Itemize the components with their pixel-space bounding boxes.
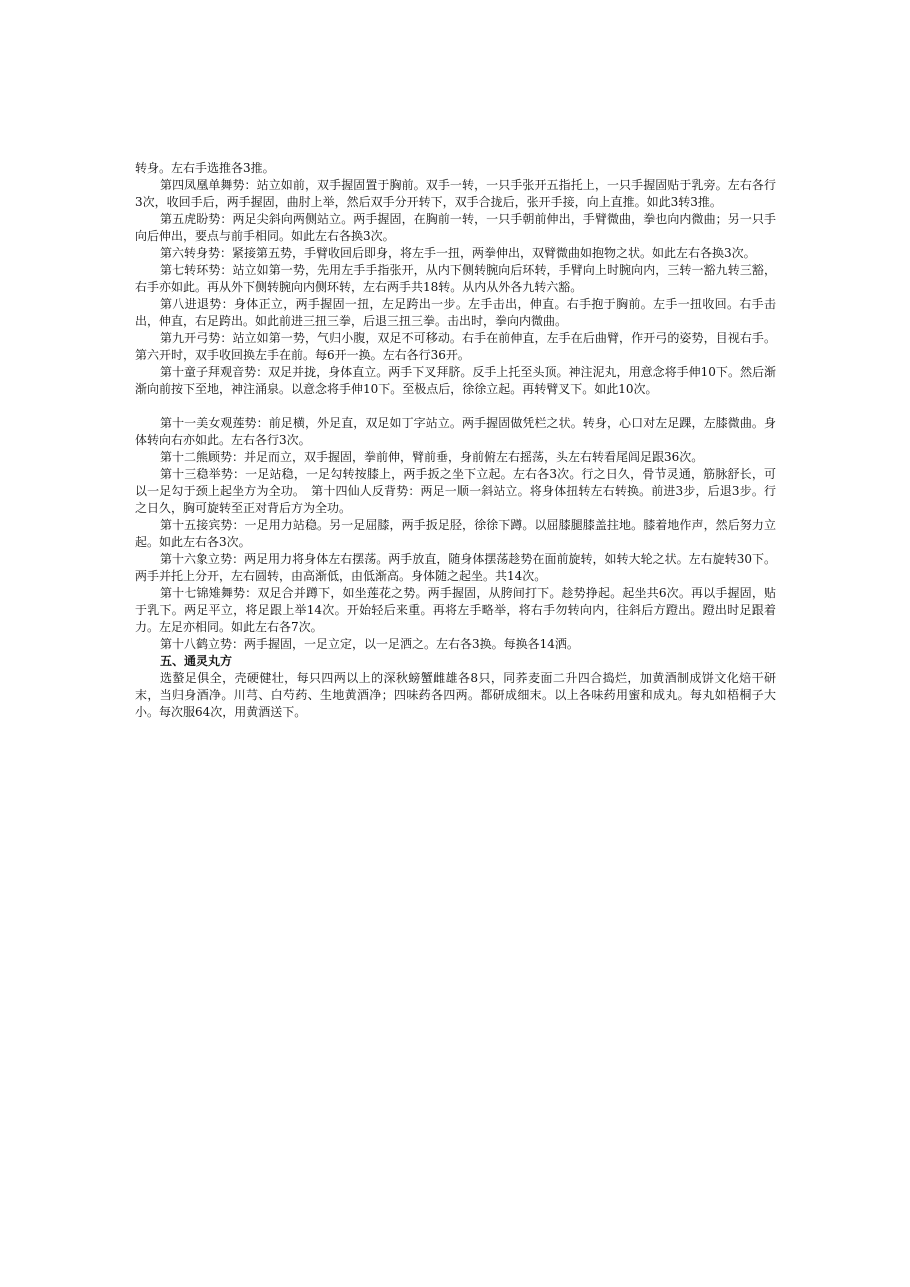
paragraph-hupan: 第五虎盼势：两足尖斜向两侧站立。两手握固，在胸前一转，一只手朝前伸出，手臂微曲，拳也向内微曲；另一只手向后伸出，要点与前手相同。如此左右各换3次。 — [135, 212, 776, 243]
document-body — [135, 160, 776, 721]
paragraph-jintui: 第八进退势：身体正立，两手握固一扭，左足跨出一步。左手击出，伸直。右手抱于胸前。左手一扭收回。右手击出，伸直，右足跨出。如此前进三扭三拳，后退三扭三拳。击出时，拳向内微曲。 — [135, 297, 776, 328]
paragraph-xiangli: 第十六象立势：两足用力将身体左右摆荡。两手放直，随身体摆荡趁势在面前旋转，如转大轮之状。左右旋转30下。两手并托上分开，左右圆转，由高渐低，由低渐高。身体随之起坐。共14次。 — [135, 552, 776, 583]
paragraph-fenghuang-danwu: 第四凤凰单舞势：站立如前，双手握固置于胸前。双手一转，一只手张开五指托上，一只手握固贴于乳旁。左右各行3次，收回手后，两手握固，曲肘上举，然后双手分开转下，双手合拢后，张开手接，向上直推。如此3转3推。 — [135, 178, 776, 209]
paragraph-kaigong: 第九开弓势：站立如第一势，气归小腹，双足不可移动。右手在前伸直，左手在后曲臂，作开弓的姿势，目视右手。第六开时，双手收回换左手在前。每6开一换。左右各行36开。 — [135, 331, 776, 362]
paragraph-jinzhi-wu: 第十七锦雉舞势：双足合并蹲下，如坐莲花之势。两手握固，从胯间打下。趁势挣起。起坐共6次。再以手握固，贴于乳下。两足平立，将足跟上举14次。开始轻后来重。再将左手略举，将右手勿转向内，往斜后方蹬出。蹬出时足跟着力。左足亦相同。如此左右各7次。 — [135, 586, 776, 634]
paragraph-tongzi-baiguanyin: 第十童子拜观音势：双足并拢，身体直立。两手下叉拜脐。反手上托至头顶。神注泥丸，用意念将手伸10下。然后渐渐向前按下至地，神注涌泉。以意念将手伸10下。至极点后，徐徐立起。再转臂叉下。如此10次。 — [135, 365, 776, 396]
paragraph-continuation: 转身。左右手选推各3推。 — [135, 161, 275, 175]
section-heading: 五、通灵丸方 — [160, 654, 233, 668]
paragraph-meinv-guanlian: 第十一美女观莲势：前足横，外足直，双足如丁字站立。两手握固做凭栏之状。转身，心口对左足踝，左膝微曲。身体转向右亦如此。左右各行3次。 — [135, 416, 776, 447]
paragraph-wenju-xianren-fanbei: 第十三稳举势：一足站稳，一足勾转按膝上，两手扳之坐下立起。左右各3次。行之日久，骨节灵通，筋脉舒长，可以一足勾于颈上起坐方为全功。 第十四仙人反背势：两足一顺一斜站立。将身体扭转左右转换。前进3步，后退3步。行之日久，胸可旋转至正对背后方为全功。 — [135, 467, 776, 515]
paragraph-xionggu: 第十二熊顾势：并足而立，双手握固，拳前伸，臂前垂，身前俯左右摇荡，头左右转看尾闾足跟36次。 — [160, 450, 704, 464]
paragraph-zhuanhuan: 第七转环势：站立如第一势，先用左手手指张开，从内下侧转腕向后环转，手臂向上时腕向内，三转一豁九转三豁，右手亦如此。再从外下侧转腕向内侧环转，左右两手共18转。从内从外各九转六豁。 — [135, 263, 776, 294]
paragraph-recipe: 选螯足俱全，壳硬健壮，每只四两以上的深秋螃蟹雌雄各8只，同荞麦面二升四合捣烂，加黄酒制成饼文化焙干研末，当归身酒净。川芎、白芍药、生地黄酒净；四味药各四两。都研成细末。以上各味药用蜜和成丸。每丸如梧桐子大小。每次服64次，用黄酒送下。 — [135, 671, 776, 719]
paragraph-zhuanshen: 第六转身势：紧接第五势，手臂收回后即身，将左手一扭，两拳伸出，双臂微曲如抱物之状。如此左右各换3次。 — [160, 246, 756, 260]
paragraph-jiebin: 第十五接宾势：一足用力站稳。另一足屈膝，两手扳足胫，徐徐下蹲。以屈膝腿膝盖拄地。膝着地作声，然后努力立起。如此左右各3次。 — [135, 518, 776, 549]
paragraph-heli: 第十八鹤立势：两手握固，一足立定，以一足洒之。左右各3换。每换各14洒。 — [160, 637, 579, 651]
